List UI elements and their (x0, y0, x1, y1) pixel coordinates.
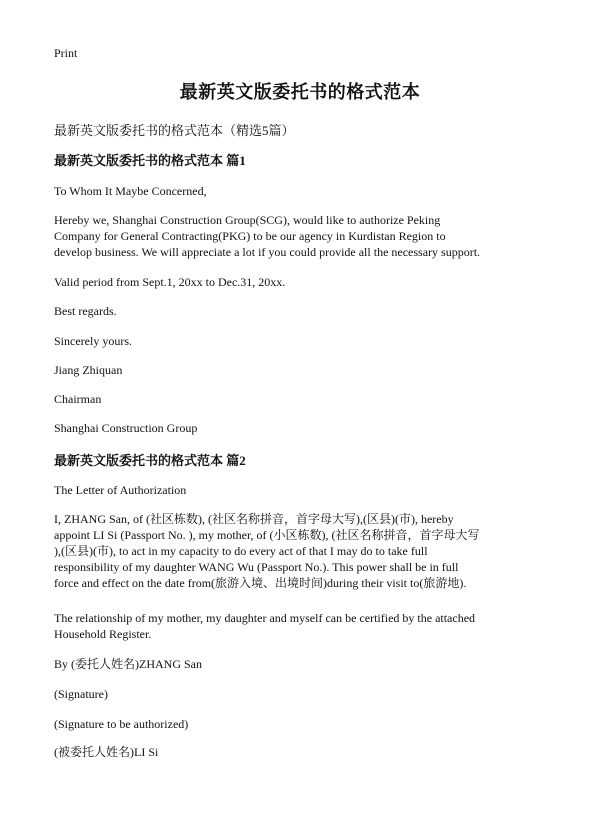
section2-para1-line: ),(区县)(市), to act in my capacity to do every act of that I may do to take full (54, 544, 428, 558)
section1-heading: 最新英文版委托书的格式范本 篇1 (54, 153, 246, 168)
page-title: 最新英文版委托书的格式范本 (179, 82, 421, 102)
section1-body-line: develop business. We will appreciate a lot if you could provide all the necessary support. (54, 245, 481, 259)
section1-greeting: To Whom It Maybe Concerned, (54, 184, 207, 198)
section2-signature: (Signature) (54, 687, 108, 701)
section2-para2-line: The relationship of my mother, my daughter and myself can be certified by the attached (54, 611, 476, 625)
section1-valid-period: Valid period from Sept.1, 20xx to Dec.31, 20xx. (54, 275, 286, 289)
section1-regards: Best regards. (54, 304, 117, 318)
section2-para1-line: force and effect on the date from(旅游入境、出境时间)during their visit to(旅游地). (54, 576, 467, 590)
section1-signer-title: Chairman (54, 392, 102, 406)
section1-body-line: Company for General Contracting(PKG) to be our agency in Kurdistan Region to (54, 229, 446, 243)
section2-paragraph2 (54, 610, 546, 642)
section2-authorized-name: (被委托人姓名)LI Si (54, 745, 159, 759)
section2-para1-line: I, ZHANG San, of (社区栋数), (社区名称拼音，首字母大写),(区县)(市), hereby (54, 512, 454, 526)
document-subtitle: 最新英文版委托书的格式范本（精选5篇） (54, 123, 295, 138)
section2-by-line: By (委托人姓名)ZHANG San (54, 657, 202, 671)
section2-para2-line: Household Register. (54, 627, 152, 641)
section2-signature-authorized: (Signature to be authorized) (54, 717, 189, 731)
section2-heading: 最新英文版委托书的格式范本 篇2 (54, 453, 246, 468)
section1-closing: Sincerely yours. (54, 334, 132, 348)
section2-letter-title: The Letter of Authorization (54, 483, 187, 497)
section2-para1-line: responsibility of my daughter WANG Wu (Passport No.). This power shall be in full (54, 560, 459, 574)
section1-body-line: Hereby we, Shanghai Construction Group(SCG), would like to authorize Peking (54, 213, 441, 227)
section2-para1-line: appoint LI Si (Passport No. ), my mother, of (小区栋数), (社区名称拼音，首字母大写 (54, 528, 480, 542)
section1-signer-name: Jiang Zhiquan (54, 363, 123, 377)
section1-company: Shanghai Construction Group (54, 421, 198, 435)
section2-paragraph1 (54, 511, 546, 591)
section1-body (54, 212, 546, 260)
print-label[interactable]: Print (54, 46, 78, 60)
